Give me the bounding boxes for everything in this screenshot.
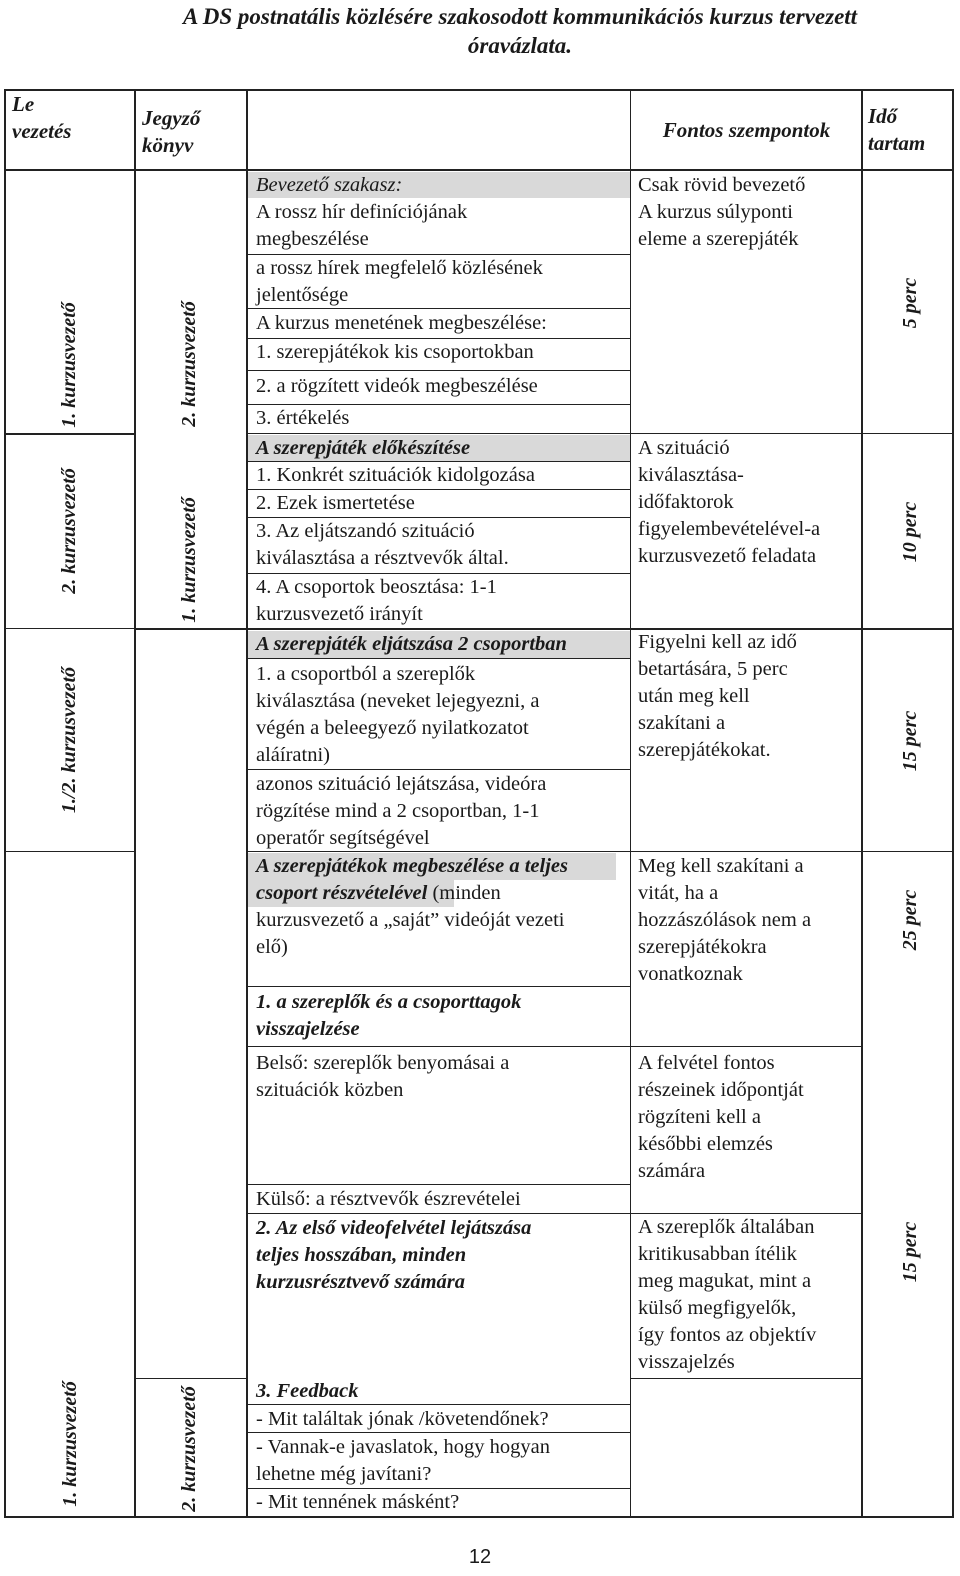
title-line-1: A DS postnatális közlésére szakosodott kommunikációs kurzus tervezett xyxy=(182,4,858,29)
notebook-label: 2. kurzusvezető xyxy=(177,301,200,427)
play-heading: A szerepjáték eljátszása 2 csoportban xyxy=(256,633,567,655)
intro-item: 3. értékelés xyxy=(256,407,350,429)
duration-label: 25 perc xyxy=(898,889,921,951)
prep-heading: A szerepjáték előkészítése xyxy=(256,437,471,459)
duration-label: 5 perc xyxy=(898,277,921,329)
intro-item: 2. a rögzített videók megbeszélése xyxy=(256,375,538,397)
intro-item: a rossz hírek megfelelő közlésének jelentősége xyxy=(256,257,543,306)
title-line-2: óravázlata. xyxy=(467,33,573,58)
intro-heading: Bevezető szakasz: xyxy=(256,174,403,196)
note-prep: A szituáció kiválasztása- időfaktorok figyelembevételével-a kurzusvezető feladata xyxy=(638,437,821,567)
discussion-block: A szerepjátékok megbeszélése a teljes csoport részvételével (minden kurzusvezető a „saját” videóját vezeti elő) xyxy=(256,855,568,958)
leader-label: 2. kurzusvezető xyxy=(57,468,80,594)
leader-label: 1. kurzusvezető xyxy=(58,1381,81,1507)
intro-item: A rossz hír definíciójának megbeszélése xyxy=(256,201,468,250)
feedback-item: - Mit tennének másként? xyxy=(256,1491,460,1513)
feedback-item: - Mit találtak jónak /követendőnek? xyxy=(256,1408,549,1430)
header-leader: Le vezetés xyxy=(12,92,72,143)
intro-item: 1. szerepjátékok kis csoportokban xyxy=(256,341,534,363)
header-notebook: Jegyző könyv xyxy=(142,106,201,157)
notebook-label: 2. kurzusvezető xyxy=(177,1386,200,1512)
note-play: Figyelni kell az idő betartására, 5 perc után meg kell szakítani a szerepjátékokat. xyxy=(638,631,797,761)
note-recording: A felvétel fontos részeinek időpontját rögzíteni kell a későbbi elemzés számára xyxy=(638,1052,804,1182)
duration-label: 15 perc xyxy=(898,1221,921,1283)
header-aspects: Fontos szempontok xyxy=(662,118,831,142)
note-feedback: A szereplők általában kritikusabban ítélik meg magukat, mint a külső megfigyelők, így fontos az objektív visszajelzés xyxy=(638,1216,817,1373)
intro-item: A kurzus menetének megbeszélése: xyxy=(256,312,547,334)
outer-feedback: Külső: a résztvevők észrevételei xyxy=(256,1188,521,1210)
feedback-1-heading: 1. a szereplők és a csoporttagok visszajelzése xyxy=(256,991,522,1040)
duration-label: 15 perc xyxy=(898,710,921,772)
prep-item: 2. Ezek ismertetése xyxy=(256,492,415,514)
note-intro: Csak rövid bevezető A kurzus súlyponti eleme a szerepjáték xyxy=(638,174,806,250)
video-heading: 2. Az első videofelvétel lejátszása teljes hosszában, minden kurzusrésztvevő számára xyxy=(256,1217,532,1293)
feedback-item: - Vannak-e javaslatok, hogy hogyan lehetne még javítani? xyxy=(256,1436,550,1485)
play-item: 1. a csoportból a szereplők kiválasztása (neveket lejegyezni, a végén a beleegyező nyilatkozatot aláíratni) xyxy=(256,663,540,766)
inner-feedback: Belső: szereplők benyomásai a szituációk közben xyxy=(256,1052,510,1101)
play-item: azonos szituáció lejátszása, videóra rögzítése mind a 2 csoportban, 1-1 operatőr segítségével xyxy=(256,773,547,849)
prep-item: 1. Konkrét szituációk kidolgozása xyxy=(256,464,535,486)
duration-label: 10 perc xyxy=(898,501,921,563)
page-number: 12 xyxy=(468,1546,492,1568)
notebook-label: 1. kurzusvezető xyxy=(177,497,200,623)
prep-item: 4. A csoportok beosztása: 1-1 kurzusvezető irányít xyxy=(256,576,497,625)
note-discussion: Meg kell szakítani a vitát, ha a hozzászólások nem a szerepjátékokra vonatkoznak xyxy=(638,855,812,985)
leader-label: 1. kurzusvezető xyxy=(57,302,80,428)
document-title xyxy=(100,2,940,60)
leader-label: 1./2. kurzusvezető xyxy=(57,666,80,814)
header-duration: Idő tartam xyxy=(868,104,926,155)
feedback-heading: 3. Feedback xyxy=(256,1380,359,1402)
prep-item: 3. Az eljátszandó szituáció kiválasztása a résztvevők által. xyxy=(256,520,509,569)
